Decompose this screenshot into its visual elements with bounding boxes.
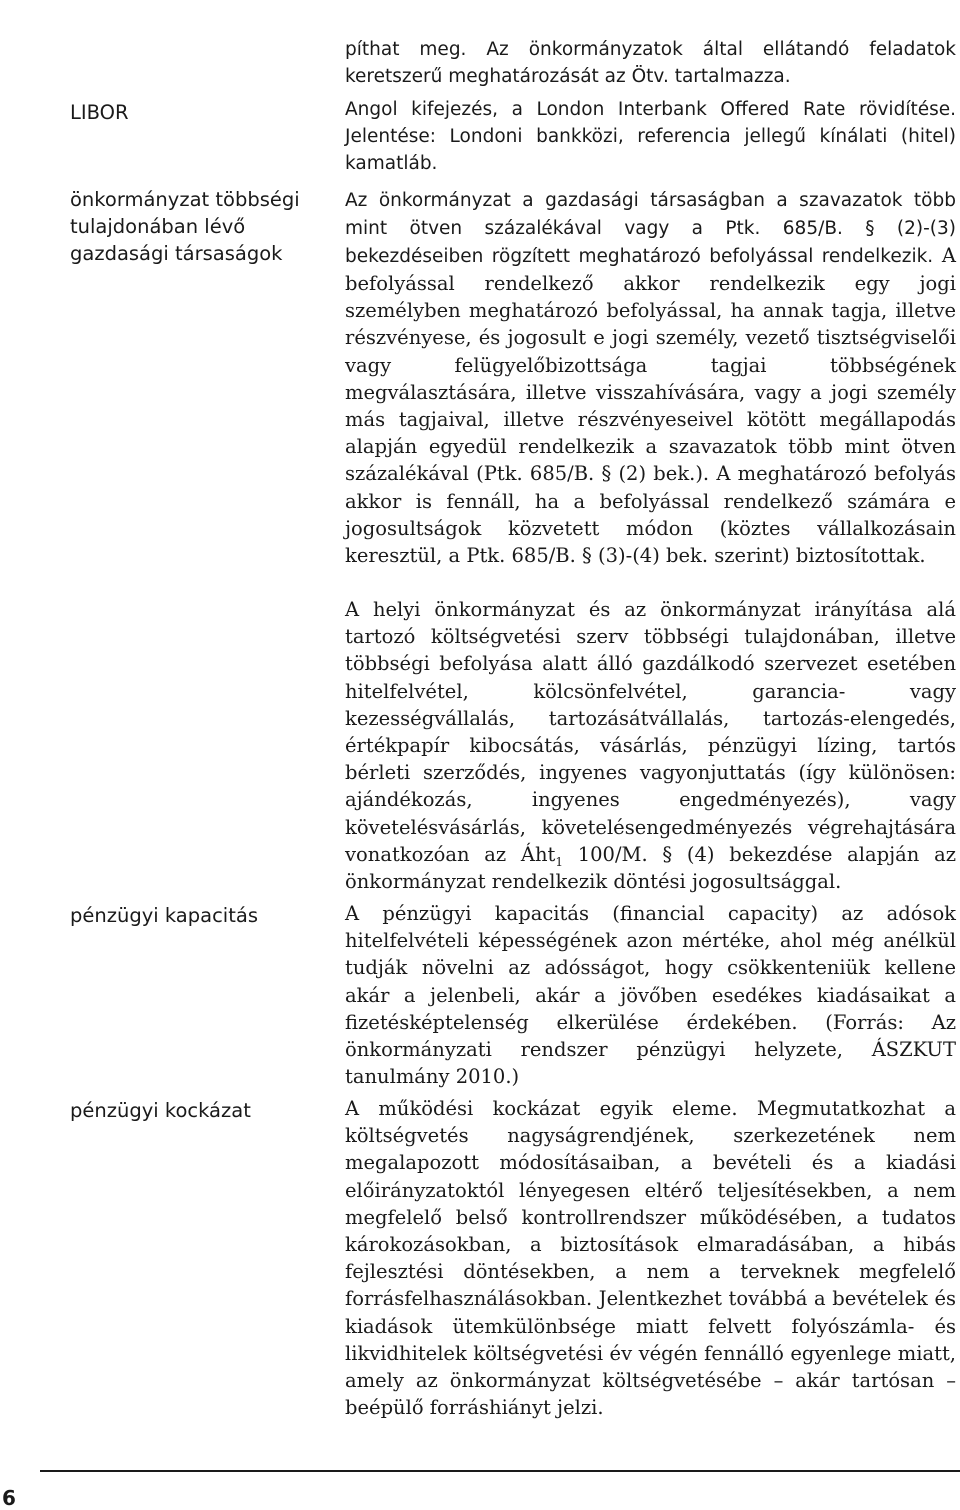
term-financial-risk: pénzügyi kockázat (70, 1099, 251, 1122)
definition-financial-risk: A működési kockázat egyik eleme. Megmutatkozhat a költségvetés nagyságrendjének, szerkezetének nem megalapozott módosításaiban, a bevételi és a kiadási előirányzatoktól lényegesen eltérő teljesítésekben, a nem megfelelő belső kontrollrendszer működésében, a tudatos károkozásokban, a biztosítások elmaradásában, a hibás fejlesztési döntésekben, a nem a terveknek megfelelő forrásfelhasználásokban. Jelentkezhet továbbá a bevételek és kiadások ütemkülönbsége miatt felvett folyószámla- és likvidhitelek költségvetési év végén fennálló egyenlege miatt, amely az önkormányzat költségvetésébe – akár tartósan – beépülő forráshiányt jelzi. (345, 1097, 956, 1420)
footer-rule (40, 1470, 960, 1472)
term-libor: LIBOR (70, 101, 129, 124)
term-majority-owned-companies: önkormányzat többségi tulajdonában lévő gazdasági társaságok (70, 188, 300, 265)
definition-libor: Angol kifejezés, a London Interbank Offered Rate rövidítése. Jelentése: Londoni bankközi, referencia jellegű kínálati (hitel) kamatláb. (345, 99, 956, 174)
definition-financial-capacity: A pénzügyi kapacitás (financial capacity) az adósok hitelfelvételi képességének azon mértéke, ahol még anélkül tudják növelni az adósságot, hogy csökkenteniük kellene akár a jelenbeli, akár a jövőben esedékes kiadásaikat a fizetésképtelenség elkerülése érdekében. (Forrás: Az önkormányzati rendszer pénzügyi helyzete, ÁSZKUT tanulmány 2010.) (345, 902, 956, 1089)
definition-majority-owned-part2: A befolyással rendelkező akkor rendelkezik egy jogi személyben meghatározó befolyással, ha annak tagja, illetve részvényese, és jogosult e jogi személy, vezető tisztségviselői vagy felügyelőbizottsága tagjai többségének megválasztására, illetve visszahívására, vagy a jogi személy más tagjaival, illetve részvényeseivel kötött megállapodás alapján egyedül rendelkezik a szavazatok több mint ötven százalékával (Ptk. 685/B. § (2) bek.). A meghatározó befolyás akkor is fennáll, ha a befolyással rendelkező számára e jogosultságok közvetett módon (köztes vállalkozásain keresztül, a Ptk. 685/B. § (3)-(4) bek. szerint) biztosítottak. (345, 244, 956, 568)
term-financial-capacity: pénzügyi kapacitás (70, 904, 258, 927)
definition-para2-text-b: 100/M. § (4) bekezdése alapján az önkormányzat rendelkezik döntési jogosultsággal. (345, 842, 956, 894)
definition-para2-subscript: 1 (555, 854, 563, 869)
continuation-text: píthat meg. Az önkormányzatok által ellátandó feladatok keretszerű meghatározását az Ötv. tartalmazza. (345, 39, 956, 87)
definition-para2-text-a: A helyi önkormányzat és az önkormányzat irányítása alá tartozó költségvetési szerv többségi tulajdonában, illetve többségi befolyása alatt álló gazdálkodó szervezet esetében hitelfelvétel, kölcsönfelvétel, garancia- vagy kezességvállalás, tartozásátvállalás, tartozás-elengedés, értékpapír kibocsátás, vásárlás, pénzügyi lízing, tartós bérleti szerződés, ingyenes vagyonjuttatás (így különösen: ajándékozás, ingyenes engedményezés), vagy követelésvásárlás, követelésengedményezés végrehajtására vonatkozóan az Áht (345, 598, 956, 866)
definition-majority-owned-paragraph-2 (345, 596, 956, 895)
definition-majority-owned-part1: Az önkormányzat a gazdasági társaságban a szavazatok több mint ötven százalékával vagy a Ptk. 685/B. § (2)-(3) bekezdéseiben rögzített meghatározó befolyással rendelkezik. (345, 190, 956, 267)
page-number: 6 (2, 1486, 16, 1510)
definition-majority-owned-companies (345, 186, 956, 569)
